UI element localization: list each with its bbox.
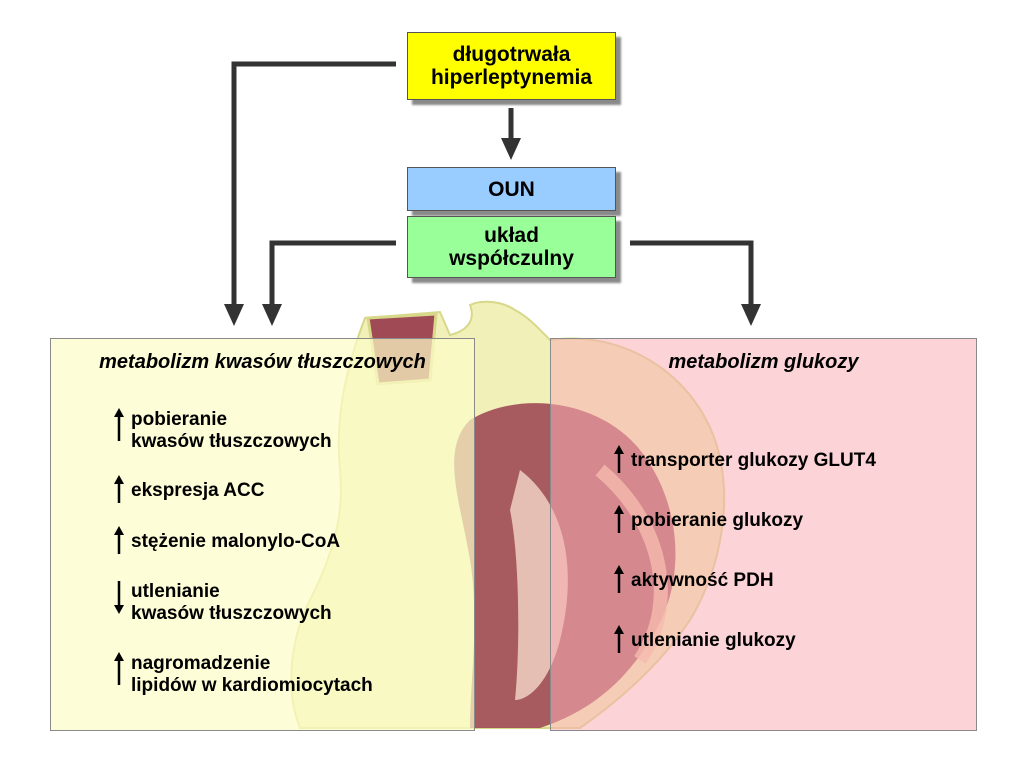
item-line1: ekspresja ACC: [131, 480, 265, 501]
list-item: [113, 653, 373, 697]
up-arrow-icon: [113, 651, 125, 687]
arrowhead-left-inner: [262, 304, 282, 326]
list-item: [113, 531, 340, 555]
item-line2: lipidów w kardiomiocytach: [131, 675, 373, 696]
up-arrow-icon: [613, 504, 625, 534]
sympathetic-box: [407, 216, 616, 278]
item-line1: nagromadzenie: [131, 653, 271, 674]
list-item: [113, 581, 332, 625]
list-item: [613, 510, 803, 534]
arrow-sympathetic-to-left-panel: [272, 243, 396, 306]
item-line1: pobieranie glukozy: [631, 510, 804, 531]
sympathetic-box-line2: współczulny: [449, 247, 574, 270]
item-line1: stężenie malonylo-CoA: [131, 531, 341, 552]
up-arrow-icon: [113, 525, 125, 555]
list-item: [613, 570, 774, 594]
item-line1: transporter glukozy GLUT4: [631, 450, 876, 471]
glucose-panel-title: metabolizm glukozy: [668, 351, 859, 373]
up-arrow-icon: [113, 474, 125, 504]
arrowhead-right: [741, 304, 761, 326]
arrow-sympathetic-to-right-panel: [630, 243, 751, 306]
item-line1: utlenianie glukozy: [631, 630, 796, 651]
fatty-acid-panel: [50, 338, 475, 731]
sympathetic-box-line1: układ: [484, 224, 539, 247]
leptin-box-line2: hiperleptynemia: [430, 66, 593, 89]
list-item: [613, 450, 876, 474]
up-arrow-icon: [613, 444, 625, 474]
item-line1: utlenianie: [131, 581, 220, 602]
oun-box: [407, 167, 616, 211]
up-arrow-icon: [113, 407, 125, 443]
down-arrow-icon: [113, 579, 125, 615]
arrowhead-left-outer: [224, 304, 244, 326]
up-arrow-icon: [613, 564, 625, 594]
item-line1: aktywność PDH: [631, 570, 774, 591]
arrow-top-to-left-panel: [234, 64, 396, 306]
list-item: [113, 409, 332, 453]
item-line1: pobieranie: [131, 409, 228, 430]
oun-box-label: OUN: [488, 177, 535, 201]
glucose-panel: [550, 338, 977, 731]
list-item: [613, 630, 796, 654]
leptin-box-line1: długotrwała: [452, 43, 571, 66]
item-line2: kwasów tłuszczowych: [131, 603, 332, 624]
list-item: [113, 480, 264, 504]
arrowhead-oun: [501, 138, 521, 160]
fatty-acid-panel-title: metabolizm kwasów tłuszczowych: [99, 351, 426, 373]
leptin-box: [407, 32, 616, 100]
item-line2: kwasów tłuszczowych: [131, 431, 332, 452]
up-arrow-icon: [613, 624, 625, 654]
